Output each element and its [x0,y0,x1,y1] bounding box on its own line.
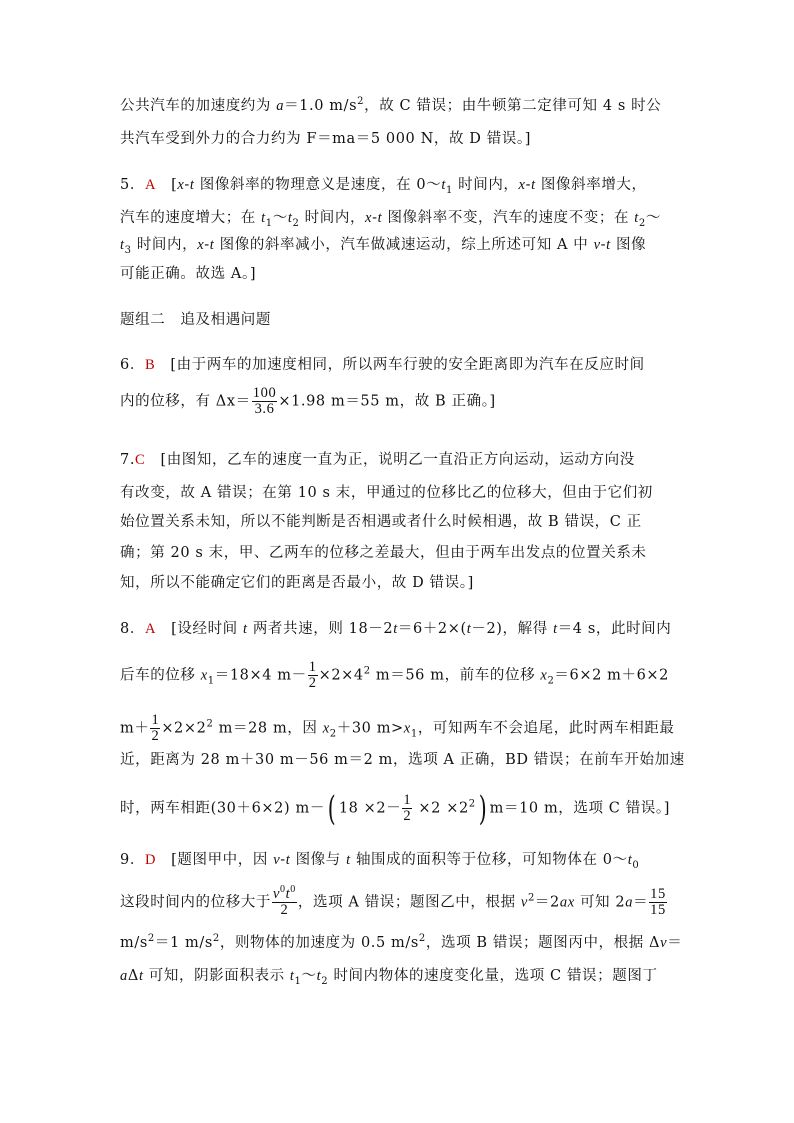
q7-line-5: 知，所以不能确定它们的距离是否最小，故 D 错误。] [120,575,474,591]
q8-line-3: m＋ $\frac{1}{2}$ $\times 2\times 2^2$ m＝28 m，因 $x_2+30$ $m>x_1$，可知两车不会追尾，此时两车相距最 [120,712,675,744]
q6-answer: B [144,357,156,373]
q9-fraction-1: $\frac{v^0t^0}{2}$ [273,884,296,918]
q7-answer: C [135,452,146,468]
q5-line-2: 汽车的速度增大；在 $t_1\sim t_2$ 时间内，x-t 图像斜率不变，汽车的速度不变；在 $t_2\sim$ [120,210,661,229]
q8-line-4: 近，距离为 28 m＋30 m－56 m＝2 m，选项 A 正确，BD 错误；在前车开始加速 [120,752,685,768]
q5-line-3: $t_3$ 时间内，x-t 图像的斜率减小，汽车做减速运动，综上所述可知 A 中 v-t 图像 [120,237,647,256]
q6-number: 6． [120,357,145,373]
q5-answer: A [144,177,157,193]
q5-number: 5． [120,177,145,193]
q7-line-2: 有改变，故 A 错误；在第 10 s 末，甲通过的位移比乙的位移大，但由于它们初 [120,485,653,501]
q7-number: 7. [120,452,136,468]
q8-line-5: 时，两车相距(30＋6×2) m－( 18 ×2－ $\frac{1}{2}$ $\times 2 \times 2^2$) m＝10 m，选项 C 错误。] [120,788,671,829]
section-heading-group2: 题组二 追及相遇问题 [120,312,271,328]
q7-line-3: 始位置关系未知，所以不能判断是否相遇或者什么时候相遇，故 B 错误，C 正 [120,514,642,530]
q5-line-1: 5．A [x-t 图像斜率的物理意义是速度，在 $0\sim t_1$ 时间内，x-t 图像斜率增大， [120,177,647,196]
q9-number: 9． [120,852,145,868]
q9-line-2: 这段时间内的位移大于 $\frac{v^0t^0}{2}$ ，选项 A 错误；题图乙中，根据 $v^2=2ax$ 可知 2a＝ $\frac{15}{15}$ [120,884,666,918]
q7-line-4: 确；第 20 s 末，甲、乙两车的位移之差最大，但由于两车出发点的位置关系未 [120,545,647,561]
q8-line-1: 8．A [设经时间 t 两者共速，则 18－2t＝6＋2×(t－2)，解得 t＝4 s，此时间内 [120,621,672,637]
q6-line-2: 内的位移，有 Δx＝ $\frac{100}{3.6}$ ×1.98 m＝55 m，故 B 正确。] [120,385,496,417]
q8-half-fraction-3: $\frac{1}{2}$ [403,792,412,824]
line-2: 共汽车受到外力的合力约为 F＝ma＝5 000 N，故 D 错误。] [120,131,532,147]
q8-line-2: 后车的位移 $x_1=18\times 4$ m－ $\frac{1}{2}$ $\times 2\times 4^2$ m＝56 m，前车的位移 $x_2=6\times 2$ m＋6×2 [120,659,669,691]
q9-line-1: 9．D [题图甲中，因 v-t 图像与 t 轴围成的面积等于位移，可知物体在 $0\sim t_0$ [120,852,640,871]
q9-answer: D [144,852,157,868]
q8-half-fraction: $\frac{1}{2}$ [308,659,317,691]
q9-line-4: aΔt 可知，阴影面积表示 $t_1\sim t_2$ 时间内物体的速度变化量，选项 C 错误；题图丁 [120,968,658,987]
line-1: 公共汽车的加速度约为 a＝1.0 $m/s^2$，故 C 错误；由牛顿第二定律可知 4 s 时公 [120,96,662,114]
q9-line-3: $m/s^2=1$ $m/s^2$，则物体的加速度为 0.5 $m/s^2$，选项 B 错误；题图丙中，根据 Δv＝ [120,933,683,951]
q9-fraction-2: $\frac{15}{15}$ [650,886,666,918]
q5-line-4: 可能正确。故选 A。] [120,266,257,282]
q8-number: 8． [120,621,145,637]
q8-half-fraction-2: $\frac{1}{2}$ [151,712,160,744]
q7-line-1: 7.C [由图知，乙车的速度一直为正，说明乙一直沿正方向运动，运动方向没 [120,452,635,468]
q6-fraction: $\frac{100}{3.6}$ [252,385,277,417]
q8-answer: A [144,621,157,637]
q6-line-1: 6．B [由于两车的加速度相同，所以两车行驶的安全距离即为汽车在反应时间 [120,357,645,373]
